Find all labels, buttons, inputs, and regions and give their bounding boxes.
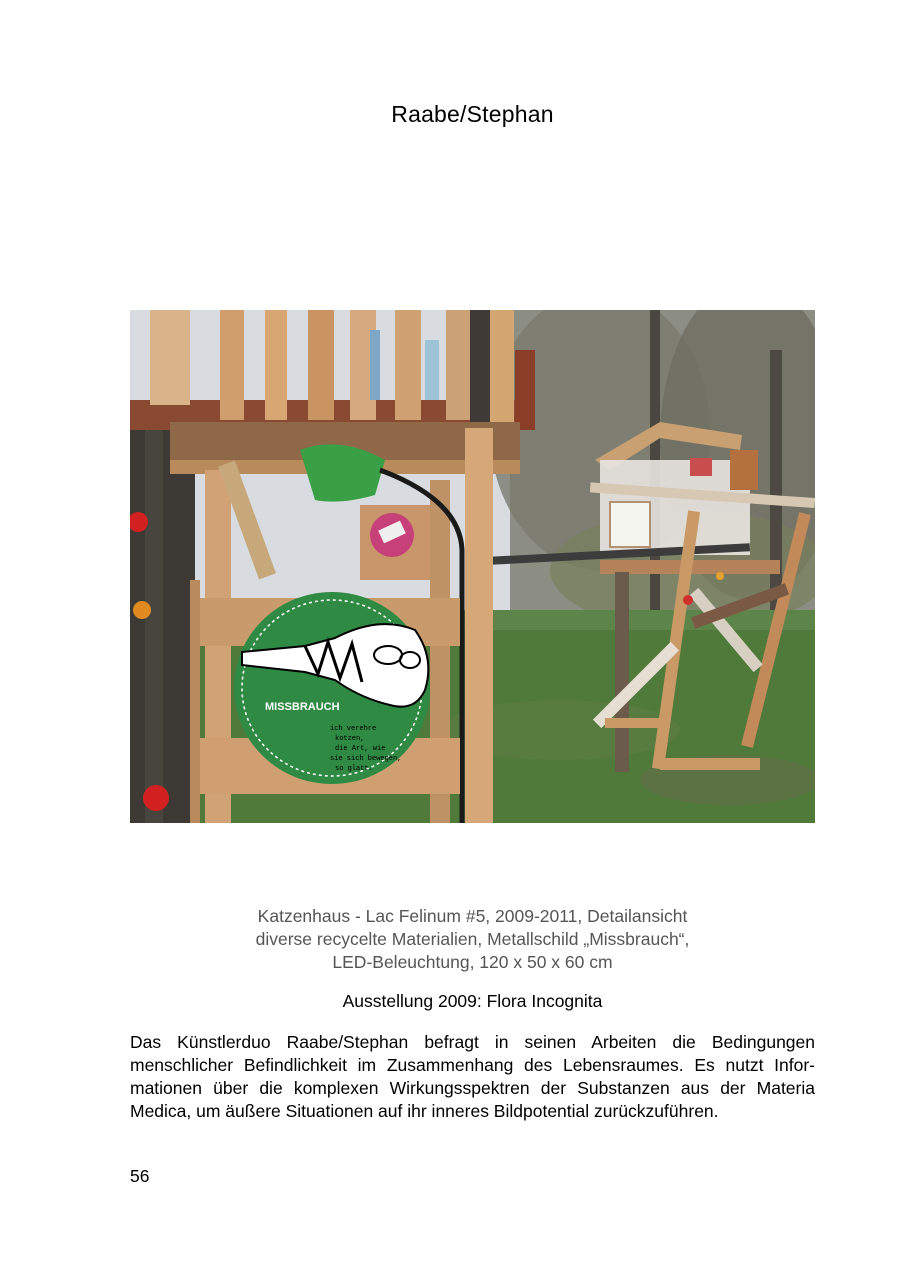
page-title: Raabe/Stephan [391,101,554,127]
sign-text-line2: kotzen, [335,735,365,743]
artwork-photo [130,310,815,823]
sign-text-line4: sie sich bewegen, [330,755,402,763]
sign-text-line5: so glatt. [335,765,373,773]
caption-line-materials: diverse recycelte Materialien, Metallschild „Missbrauch“, [255,929,690,949]
page-number: 56 [130,1166,150,1186]
sign-text-line1: ich verehre [330,725,377,733]
caption-line-dimensions: LED-Beleuchtung, 120 x 50 x 60 cm [332,952,613,972]
caption-line-title: Katzenhaus - Lac Felinum #5, 2009-2011, Detailansicht [257,906,688,926]
body-paragraph: Das Künstlerduo Raabe/Stephan befragt in seinen Arbeiten die Bedingungen menschlicher Befindlichkeit im Zusammenhang des Lebensraumes. Es nutzt Informationen über die komplexen Wirkungsspektren der Substanzen aus der Materia Medica, um äußere Situationen auf ihr inneres Bildpotential zurückzuführen. [130,1032,815,1121]
image-caption [130,905,815,974]
exhibition-note: Ausstellung 2009: Flora Incognita [342,991,603,1011]
sign-heading: MISSBRAUCH [265,701,340,713]
sign-text-line3: die Art, wie [335,745,386,753]
